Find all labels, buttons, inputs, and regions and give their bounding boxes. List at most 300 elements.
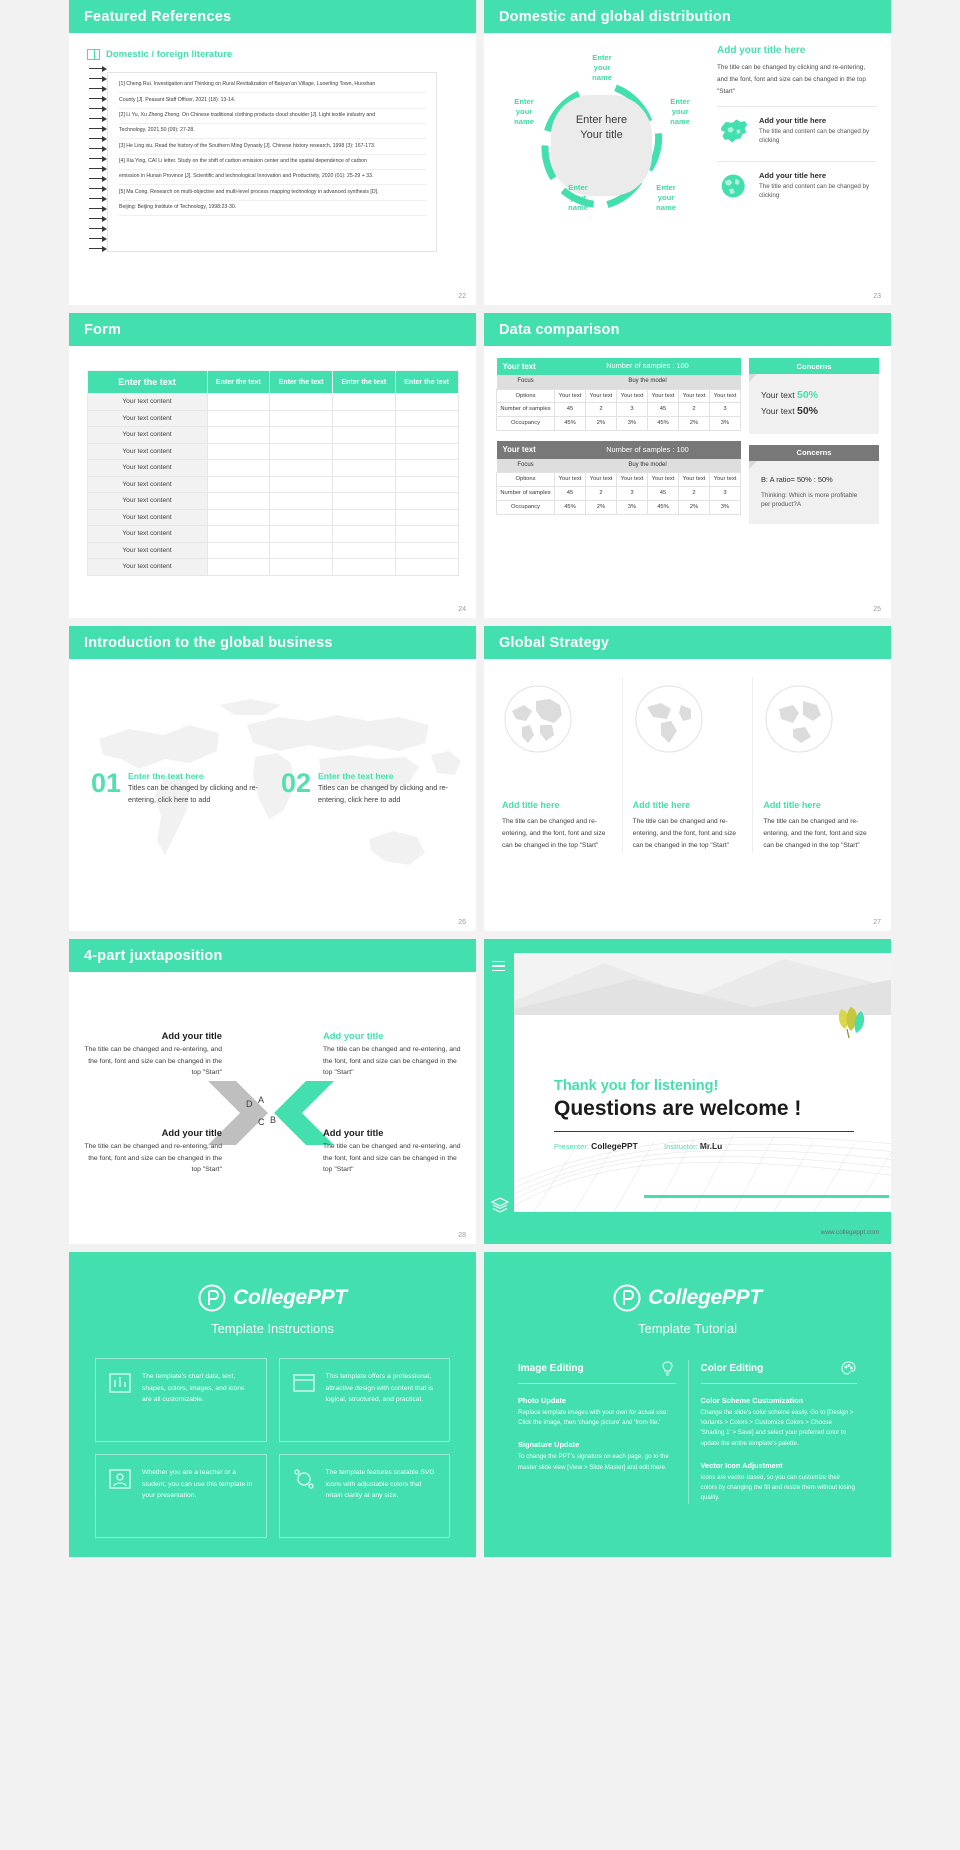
- promo-subtitle: Template Instructions: [211, 1321, 334, 1336]
- instruction-cards: [69, 1336, 476, 1538]
- globe-icon: [717, 172, 751, 200]
- instruction-card-body: The template features scalable SVG icons with adjustable colors that retain clarity at any size.: [325, 1469, 435, 1500]
- table-cell: 45%: [555, 500, 586, 514]
- globe-icon: [763, 683, 873, 760]
- table-cell: [333, 427, 396, 444]
- instruction-card: [95, 1358, 267, 1442]
- table-cell: [333, 509, 396, 526]
- column-header: Enter the text: [395, 371, 458, 394]
- table-row: [87, 460, 458, 477]
- tutorial-item-body: To change the PPT's signature on each page, go to the master slide view [View > Slide Master] and edit there.: [518, 1453, 669, 1471]
- tutorial-columns: [484, 1336, 891, 1504]
- table-cell: Your text: [586, 472, 617, 486]
- row-label: Number of samples: [497, 486, 555, 500]
- globe-icon: [633, 683, 743, 760]
- column-header: Enter the text: [207, 371, 270, 394]
- table-row: [497, 472, 741, 486]
- table-cell: [333, 410, 396, 427]
- page-title: Data comparison: [499, 321, 620, 338]
- donut-center: [551, 95, 652, 196]
- slide-global-strategy: [484, 626, 891, 931]
- slide-content: [69, 972, 476, 1244]
- tutorial-column-color-editing: [688, 1360, 870, 1504]
- website-url: www.collegeppt.com: [820, 1229, 879, 1236]
- table-cell: 3: [617, 486, 648, 500]
- table-cell: [395, 542, 458, 559]
- column-heading: Add title here: [763, 800, 821, 810]
- concerns-row-label: Your text: [761, 390, 795, 400]
- table-cell: 2: [586, 403, 617, 417]
- strategy-column: [752, 677, 883, 853]
- instructor-name: Mr.Lu: [699, 1141, 723, 1151]
- table-cell: [207, 394, 270, 411]
- table-cell: [207, 509, 270, 526]
- instruction-card-body: The template's chart data, text, shapes, colors, images, and icons are all customizable.: [142, 1373, 245, 1404]
- tutorial-column-heading: Color Editing: [700, 1363, 764, 1374]
- slide-featured-references: [69, 0, 476, 305]
- page-title: Form: [84, 321, 122, 338]
- table-cell: [270, 559, 333, 576]
- table-cell: 3%: [617, 417, 648, 431]
- list-item-heading: Add your title here: [759, 170, 827, 180]
- table-cell: [270, 460, 333, 477]
- left-accent-bar: [484, 939, 514, 1244]
- brand-logo-row: [484, 1284, 891, 1312]
- item-number: 01: [91, 768, 122, 798]
- table-cell: [270, 394, 333, 411]
- page-number: 23: [873, 293, 881, 300]
- list-item-body: The title and content can be changed by clicking: [759, 182, 870, 200]
- table-cell: [270, 443, 333, 460]
- table-cell: 2: [679, 403, 710, 417]
- collegeppt-logo-icon: [613, 1284, 641, 1312]
- svg-text:B: B: [270, 1115, 277, 1125]
- table-cell: [333, 394, 396, 411]
- table-cell: Your text: [710, 472, 741, 486]
- quadrant-body: The title can be changed and re-entering, and the font, font and size can be changed in the top "Start": [84, 1046, 222, 1077]
- svg-text:C: C: [258, 1117, 265, 1127]
- quadrant-heading: Add your title: [323, 1127, 384, 1138]
- table-cell: Your text content: [87, 509, 207, 526]
- table-cell: [207, 443, 270, 460]
- table-row: [497, 417, 741, 431]
- row-label: Options: [497, 472, 555, 486]
- table-cell: 2%: [679, 417, 710, 431]
- table-cell: 45: [555, 403, 586, 417]
- tutorial-item-heading: Photo Update: [518, 1396, 567, 1405]
- table-row: [497, 486, 741, 500]
- reference-list: [119, 78, 427, 216]
- focus-label: Focus: [497, 375, 555, 389]
- concerns-column: [749, 358, 879, 535]
- concerns-row: [761, 404, 867, 420]
- quadrant-bottom-right: [323, 1127, 468, 1176]
- table-cell: Your text: [648, 389, 679, 403]
- tutorial-item: [518, 1396, 676, 1428]
- form-table: [87, 370, 459, 576]
- table-cell: [395, 443, 458, 460]
- slide-header: [69, 313, 476, 346]
- table-cell: [207, 493, 270, 510]
- table-cell: [395, 559, 458, 576]
- table-cell: [395, 394, 458, 411]
- table-cell: Your text content: [87, 427, 207, 444]
- list-item: [69, 768, 259, 806]
- table-cell: [395, 476, 458, 493]
- table-cell: [270, 493, 333, 510]
- table-row: [87, 443, 458, 460]
- column-heading: Add title here: [502, 800, 560, 810]
- table-focus-row: [497, 459, 741, 473]
- table-cell: Your text: [617, 472, 648, 486]
- center-line-1: Enter here: [575, 114, 628, 126]
- table-row: [87, 476, 458, 493]
- table-row: [87, 542, 458, 559]
- chart-icon: [108, 1371, 132, 1395]
- page-number: 28: [458, 1232, 466, 1239]
- table-row: [87, 526, 458, 543]
- slide-header: [484, 0, 891, 33]
- page-number: 24: [458, 606, 466, 613]
- reference-item: [1] Cheng Rui. Investigation and Thinking on Rural Revitalization of Baiyun'an Village, Luoerling Town, Huoshan: [119, 78, 427, 93]
- slide-thank-you: [484, 939, 891, 1244]
- slide-form: [69, 313, 476, 618]
- table-cell: Your text content: [87, 443, 207, 460]
- reference-item: [4] Xia Ying, CAI Li letter. Study on the shift of carbon emission center and the spatial dependence of carbon: [119, 155, 427, 170]
- row-label: Number of samples: [497, 403, 555, 417]
- instruction-card: [279, 1358, 451, 1442]
- table-cell: Your text: [617, 389, 648, 403]
- table-cell: Your text content: [87, 542, 207, 559]
- table-cell: [270, 542, 333, 559]
- row-label: Occupancy: [497, 500, 555, 514]
- numbered-items: [69, 768, 476, 806]
- promo-subtitle: Template Tutorial: [638, 1321, 737, 1336]
- page-title: Featured References: [84, 8, 232, 25]
- hamburger-icon[interactable]: [492, 961, 505, 974]
- table-cell: [333, 476, 396, 493]
- row-label: Occupancy: [497, 417, 555, 431]
- slide-content: [484, 33, 891, 260]
- list-item: [717, 106, 877, 153]
- table-cell: [270, 476, 333, 493]
- node-label-left-bottom: Enter your name: [568, 183, 588, 212]
- comparison-table: [496, 358, 741, 431]
- column-header: Enter the text: [270, 371, 333, 394]
- table-cell: Your text content: [87, 493, 207, 510]
- tutorial-column-heading: Image Editing: [518, 1363, 584, 1374]
- column-header: Enter the text: [333, 371, 396, 394]
- tutorial-column-image-editing: [506, 1360, 688, 1504]
- tutorial-item-body: Icons are vector-based, so you can customize their colors by changing the fill and resize them without losing quality.: [700, 1473, 855, 1502]
- item-heading: Enter the text here: [318, 771, 394, 781]
- collegeppt-logo-icon: [198, 1284, 226, 1312]
- table-cell: [207, 427, 270, 444]
- table-cell: Your text content: [87, 559, 207, 576]
- table-cell: [270, 427, 333, 444]
- leaf-icon: [831, 1005, 869, 1039]
- quadrant-body: The title can be changed and re-entering, and the font, font and size can be changed in the top "Start": [323, 1046, 461, 1077]
- vector-icon: [292, 1467, 316, 1491]
- table-cell: [395, 526, 458, 543]
- presenter-name: CollegePPT: [591, 1141, 638, 1151]
- book-icon: [87, 49, 100, 60]
- user-icon: [108, 1467, 132, 1491]
- table-cell: 45: [648, 403, 679, 417]
- list-item: [717, 161, 877, 208]
- tutorial-column-header: [518, 1360, 676, 1384]
- quadrant-bottom-left: [77, 1127, 222, 1176]
- column-heading: Add title here: [632, 800, 691, 810]
- instruction-card: [95, 1454, 267, 1538]
- instructor-label: Instructor:: [663, 1142, 698, 1151]
- table-title-row: [497, 441, 741, 458]
- table-cell: Your text: [679, 472, 710, 486]
- table-cell: Your text content: [87, 476, 207, 493]
- concerns-body: [749, 374, 879, 434]
- comparison-table: [496, 441, 741, 514]
- table-title-left: Your text: [497, 358, 555, 375]
- instruction-card-body: This template offers a professional, attractive design with content that is logical, structured, and practical.: [325, 1373, 434, 1404]
- item-body: Titles can be changed by clicking and re-entering, click here to add: [128, 783, 259, 805]
- tutorial-item-body: Replace template images with your own for actual use: Click the image, then 'change picture' and 'from file.': [518, 1409, 668, 1427]
- brand-name: CollegePPT: [648, 1286, 762, 1309]
- thank-you-card: [514, 953, 891, 1212]
- item-heading: Enter the text here: [128, 771, 204, 781]
- table-cell: 45: [555, 486, 586, 500]
- table-cell: [207, 526, 270, 543]
- quadrant-body: The title can be changed and re-entering, and the font, font and size can be changed in the top "Start": [84, 1143, 222, 1174]
- table-cell: [207, 476, 270, 493]
- node-label-right-bottom: Enter your name: [656, 183, 676, 212]
- tutorial-item: [701, 1461, 858, 1504]
- table-cell: [333, 542, 396, 559]
- window-icon: [292, 1371, 316, 1395]
- palette-icon: [840, 1360, 857, 1377]
- node-label-top: Enter your name: [592, 53, 612, 82]
- page-number: 25: [873, 606, 881, 613]
- slide-header: [69, 626, 476, 659]
- slide-data-comparison: [484, 313, 891, 618]
- table-title-left: Your text: [497, 441, 555, 458]
- table-cell: [333, 493, 396, 510]
- tutorial-item: [518, 1440, 676, 1472]
- tutorial-item: [701, 1396, 858, 1449]
- table-title-row: [497, 358, 741, 375]
- slide-template-tutorial: [484, 1252, 891, 1557]
- slide-header: [69, 0, 476, 33]
- slide-template-instructions: [69, 1252, 476, 1557]
- section-subtitle: Domestic / foreign literature: [106, 49, 233, 60]
- table-row: [87, 493, 458, 510]
- table-cell: [270, 509, 333, 526]
- column-body: The title can be changed and re-entering, and the font, font and size can be changed in the top "Start": [763, 818, 867, 850]
- decorative-arrow-lines: [87, 64, 109, 254]
- tutorial-item-heading: Signature Update: [518, 1440, 580, 1450]
- reference-item: emission in Hunan Province [J]. Scientific and technological Innovation and Productivity, 2020 (01): 25-29 + 33.: [119, 170, 427, 185]
- table-row: [497, 389, 741, 403]
- table-cell: 45: [648, 486, 679, 500]
- panel-title: Add your title here: [717, 45, 806, 56]
- slide-content: [484, 346, 891, 535]
- quadrant-top-left: [77, 1030, 222, 1079]
- china-map-icon: [717, 117, 751, 145]
- table-cell: [395, 410, 458, 427]
- tutorial-column-header: [701, 1360, 858, 1384]
- slide-domestic-global-distribution: [484, 0, 891, 305]
- page-title: 4-part juxtaposition: [84, 947, 223, 964]
- table-cell: [395, 427, 458, 444]
- column-body: The title can be changed and re-entering, and the font, font and size can be changed in the top "Start": [502, 818, 606, 850]
- ratio-text: B: A ratio= 50% : 50%: [761, 474, 833, 484]
- strategy-column: [622, 677, 753, 853]
- page-number: 27: [873, 919, 881, 926]
- table-cell: 45%: [648, 417, 679, 431]
- reference-item: Beijing: Beijing Institute of Technology, 1998:23-30.: [119, 201, 427, 216]
- data-tables-column: [496, 358, 741, 535]
- focus-label: Focus: [497, 459, 555, 473]
- quadrant-heading: Add your title: [161, 1127, 222, 1138]
- table-cell: [207, 542, 270, 559]
- reference-item: [2] Li Yu, Xu Zheng Zheng. On Chinese traditional clothing products cloud shoulder [J]. Light textile industry and: [119, 109, 427, 124]
- table-cell: [395, 460, 458, 477]
- center-line-2: Your title: [580, 128, 623, 141]
- slide-header: [484, 626, 891, 659]
- table-cell: Your text content: [87, 394, 207, 411]
- bulb-icon: [659, 1360, 676, 1377]
- concerns-heading: Concerns: [749, 445, 879, 461]
- table-header-row: [87, 371, 458, 394]
- slide-4-part-juxtaposition: [69, 939, 476, 1244]
- table-cell: [395, 509, 458, 526]
- reference-item: County [J]. Peasant Staff Officer, 2021 (18): 13-14.: [119, 93, 427, 108]
- focus-value: Buy the model: [555, 459, 741, 473]
- instruction-card-body: Whether you are a teacher or a student, you can use this template in your presentation.: [142, 1469, 253, 1500]
- concerns-row-label: Your text: [761, 405, 795, 416]
- reference-item: [3] He Ling xiu. Read the history of the Southern Ming Dynasty [J]. Chinese history research, 1998 (3): 167-173.: [119, 139, 427, 154]
- table-cell: [207, 410, 270, 427]
- node-label-right-top: Enter your name: [670, 97, 690, 126]
- page-title: Introduction to the global business: [84, 634, 333, 651]
- table-focus-row: [497, 375, 741, 389]
- reference-item: Technology, 2021,50 (09): 27-28.: [119, 124, 427, 139]
- concerns-body: [749, 461, 879, 525]
- brand-logo-row: [69, 1284, 476, 1312]
- decorative-mesh: [514, 1120, 891, 1212]
- table-cell: [395, 493, 458, 510]
- svg-text:A: A: [258, 1095, 265, 1105]
- brand-name: CollegePPT: [233, 1286, 347, 1309]
- concerns-box-primary: [749, 358, 879, 434]
- table-cell: 3%: [710, 417, 741, 431]
- presenter-label: Presenter:: [554, 1142, 590, 1151]
- thanks-title-green: Thank you for listening!: [554, 1078, 719, 1094]
- row-label: Options: [497, 389, 555, 403]
- table-cell: Your text: [555, 472, 586, 486]
- table-cell: [207, 559, 270, 576]
- globe-icon: [502, 683, 612, 760]
- table-cell: 2%: [586, 500, 617, 514]
- table-cell: Your text content: [87, 460, 207, 477]
- circular-diagram: [494, 45, 709, 260]
- quadrant-body: The title can be changed and re-entering, and the font, font and size can be changed in the top "Start": [323, 1143, 461, 1174]
- table-cell: [270, 526, 333, 543]
- strategy-column: [492, 677, 622, 853]
- slide-content: [484, 659, 891, 853]
- tutorial-item-heading: Color Scheme Customization: [700, 1396, 804, 1405]
- table-cell: Your text: [648, 472, 679, 486]
- concerns-row-value: 50%: [797, 389, 819, 401]
- table-cell: 3%: [710, 500, 741, 514]
- table-row: [87, 394, 458, 411]
- list-item-body: The title and content can be changed by clicking: [759, 127, 870, 145]
- table-cell: Your text: [710, 389, 741, 403]
- column-body: The title can be changed and re-entering, and the font, font and size can be changed in the top "Start": [632, 818, 737, 850]
- table-cell: [333, 526, 396, 543]
- table-cell: Your text: [555, 389, 586, 403]
- section-subtitle-row: [87, 49, 476, 60]
- table-cell: 3: [710, 486, 741, 500]
- table-cell: 45%: [648, 500, 679, 514]
- accent-line: [644, 1195, 889, 1198]
- table-cell: [207, 460, 270, 477]
- svg-text:D: D: [246, 1099, 253, 1109]
- thanks-title-black: Questions are welcome !: [554, 1097, 802, 1120]
- table-row: [497, 500, 741, 514]
- thinking-text: Thinking: Which is more profitable per product?A: [761, 491, 858, 509]
- table-cell: Your text: [679, 389, 710, 403]
- slide-header: [484, 313, 891, 346]
- table-cell: [333, 443, 396, 460]
- table-cell: 3: [617, 403, 648, 417]
- table-row: [87, 427, 458, 444]
- table-cell: [333, 460, 396, 477]
- item-body: Titles can be changed by clicking and re-entering, click here to add: [318, 783, 449, 805]
- table-cell: 3%: [617, 500, 648, 514]
- table-cell: Your text content: [87, 526, 207, 543]
- table-cell: Your text: [586, 389, 617, 403]
- quadrant-heading: Add your title: [323, 1030, 384, 1041]
- slide-global-business: [69, 626, 476, 931]
- layers-icon: [490, 1196, 510, 1216]
- table-cell: 3: [710, 403, 741, 417]
- table-row: [87, 509, 458, 526]
- list-item: [259, 768, 449, 806]
- quadrant-top-right: [323, 1030, 468, 1079]
- column-header: Enter the text: [87, 371, 207, 394]
- table-cell: 45%: [555, 417, 586, 431]
- table-cell: [270, 410, 333, 427]
- table-row: [497, 403, 741, 417]
- tutorial-item-body: Change the slide's color scheme easily. Go to [Design > Variants > Colors > Customize Colors > Choose 'Shading 1' > Save] and select your preferred color to update the entire template's palette.: [700, 1409, 854, 1447]
- item-number: 02: [281, 768, 312, 798]
- concerns-row: [761, 388, 867, 404]
- page-title: Domestic and global distribution: [499, 8, 731, 25]
- page-title: Global Strategy: [499, 634, 610, 651]
- table-row: [87, 410, 458, 427]
- table-title-right: Number of samples : 100: [555, 441, 741, 458]
- table-cell: 2: [586, 486, 617, 500]
- concerns-box-secondary: [749, 445, 879, 525]
- distribution-text-panel: [709, 45, 877, 260]
- page-number: 26: [458, 919, 466, 926]
- focus-value: Buy the model: [555, 375, 741, 389]
- table-cell: 2%: [679, 500, 710, 514]
- table-cell: 2%: [586, 417, 617, 431]
- page-number: 22: [458, 293, 466, 300]
- donut-center-text: [539, 113, 664, 143]
- table-row: [87, 559, 458, 576]
